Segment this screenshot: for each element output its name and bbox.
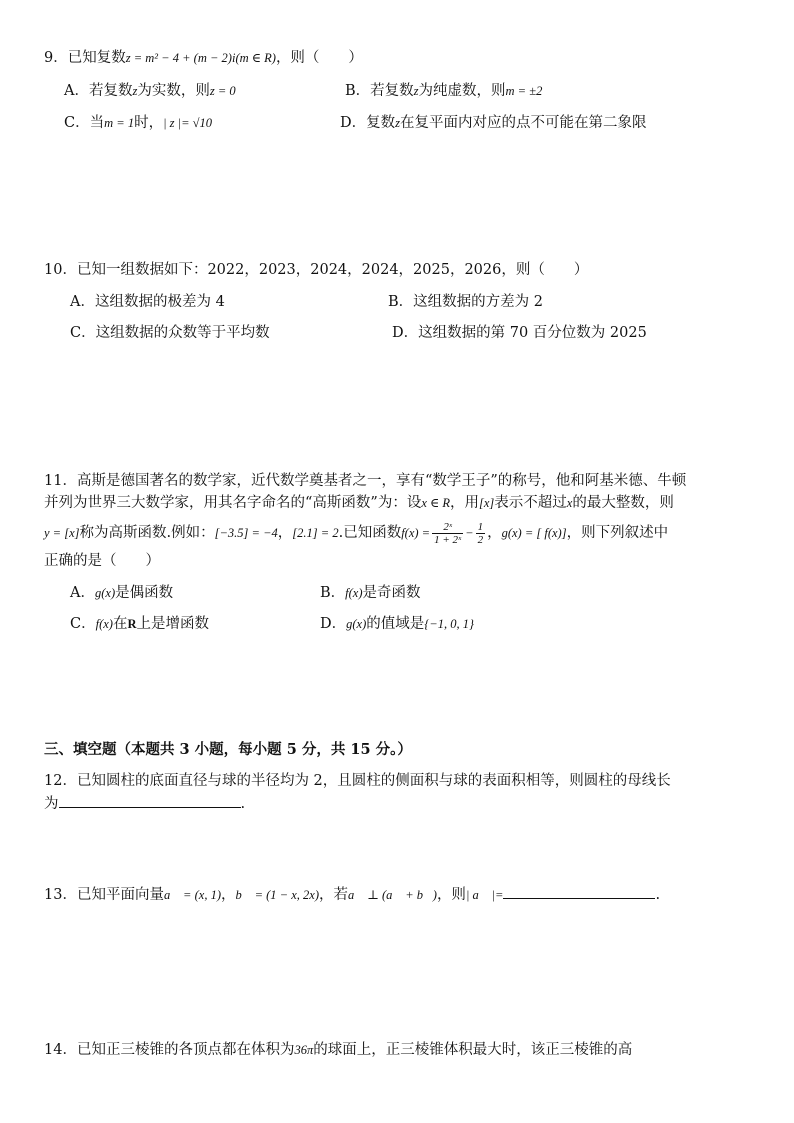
q12-line2: 为 . <box>44 793 245 814</box>
q14-stem: 14．已知正三棱锥的各顶点都在体积为36π的球面上，正三棱锥体积最大时，该正三棱锥的高 <box>44 1042 633 1058</box>
q11-option-a: A．g(x)是偶函数 <box>70 585 174 601</box>
q11-option-d: D．g(x)的值域是{−1, 0, 1} <box>320 616 474 632</box>
q10-option-a: A．这组数据的极差为 4 <box>70 294 225 310</box>
q11-option-c: C．f(x)在R上是增函数 <box>70 616 209 632</box>
q10-stem: 10．已知一组数据如下：2022，2023，2024，2024，2025，2026，则（ ） <box>44 262 589 278</box>
q12-line1: 12．已知圆柱的底面直径与球的半径均为 2，且圆柱的侧面积与球的表面积相等，则圆柱的母线长 <box>44 773 671 789</box>
q11-fraction-1: $\frac{\text{2ˣ}}{\text{1 + 2ˣ}}$ <box>434 520 462 546</box>
q9-option-c: C．当m = 1时，| z |= √10 <box>64 115 212 131</box>
q13-stem: 13．已知平面向量a⃗ = (x, 1)，b⃗ = (1 − x, 2x)，若a⃗ ⊥ (a⃗ + b⃗)，则| a⃗ |= . <box>44 884 660 905</box>
q11-line2: 并列为世界三大数学家，用其名字命名的“高斯函数”为：设x ∈ R，用[x]表示不超过x的最大整数，则 <box>44 495 674 511</box>
section-title-fill-in: 三、填空题（本题共 3 小题，每小题 5 分，共 15 分。） <box>44 741 412 758</box>
q13-answer-blank[interactable] <box>503 884 655 899</box>
q11-fraction-2: $\frac{1}{2}$ <box>477 520 484 546</box>
q10-option-c: C．这组数据的众数等于平均数 <box>70 325 270 341</box>
q10-option-d: D．这组数据的第 70 百分位数为 2025 <box>392 325 647 341</box>
q11-option-b: B．f(x)是奇函数 <box>320 585 421 601</box>
q9-option-d: D．复数z在复平面内对应的点不可能在第二象限 <box>340 115 647 131</box>
q9-option-b: B．若复数z为纯虚数，则m = ±2 <box>345 83 543 99</box>
q11-line3: y = [x]称为高斯函数.例如：[−3.5] = −4，[2.1] = 2.已知函数f(x) = $\frac{\text{2ˣ}}{\text{1 + 2ˣ}}$ − $\frac{1}{2}$ ，g(x) = [ f(x)]，则下列叙述中 <box>44 520 669 546</box>
q9-stem-math: z = m² − 4 + (m − 2)i(m ∈ R) <box>125 51 276 65</box>
q9-stem: 9．已知复数z = m² − 4 + (m − 2)i(m ∈ R)，则（ ） <box>44 50 363 66</box>
q9-option-a: A．若复数z为实数，则z = 0 <box>64 83 236 99</box>
q10-option-b: B．这组数据的方差为 2 <box>388 294 543 310</box>
q11-line4: 正确的是（ ） <box>44 553 160 569</box>
q12-answer-blank[interactable] <box>59 793 241 808</box>
q11-line1: 11．高斯是德国著名的数学家，近代数学奠基者之一，享有“数学王子”的称号，他和阿基米德、牛顿 <box>44 473 687 489</box>
